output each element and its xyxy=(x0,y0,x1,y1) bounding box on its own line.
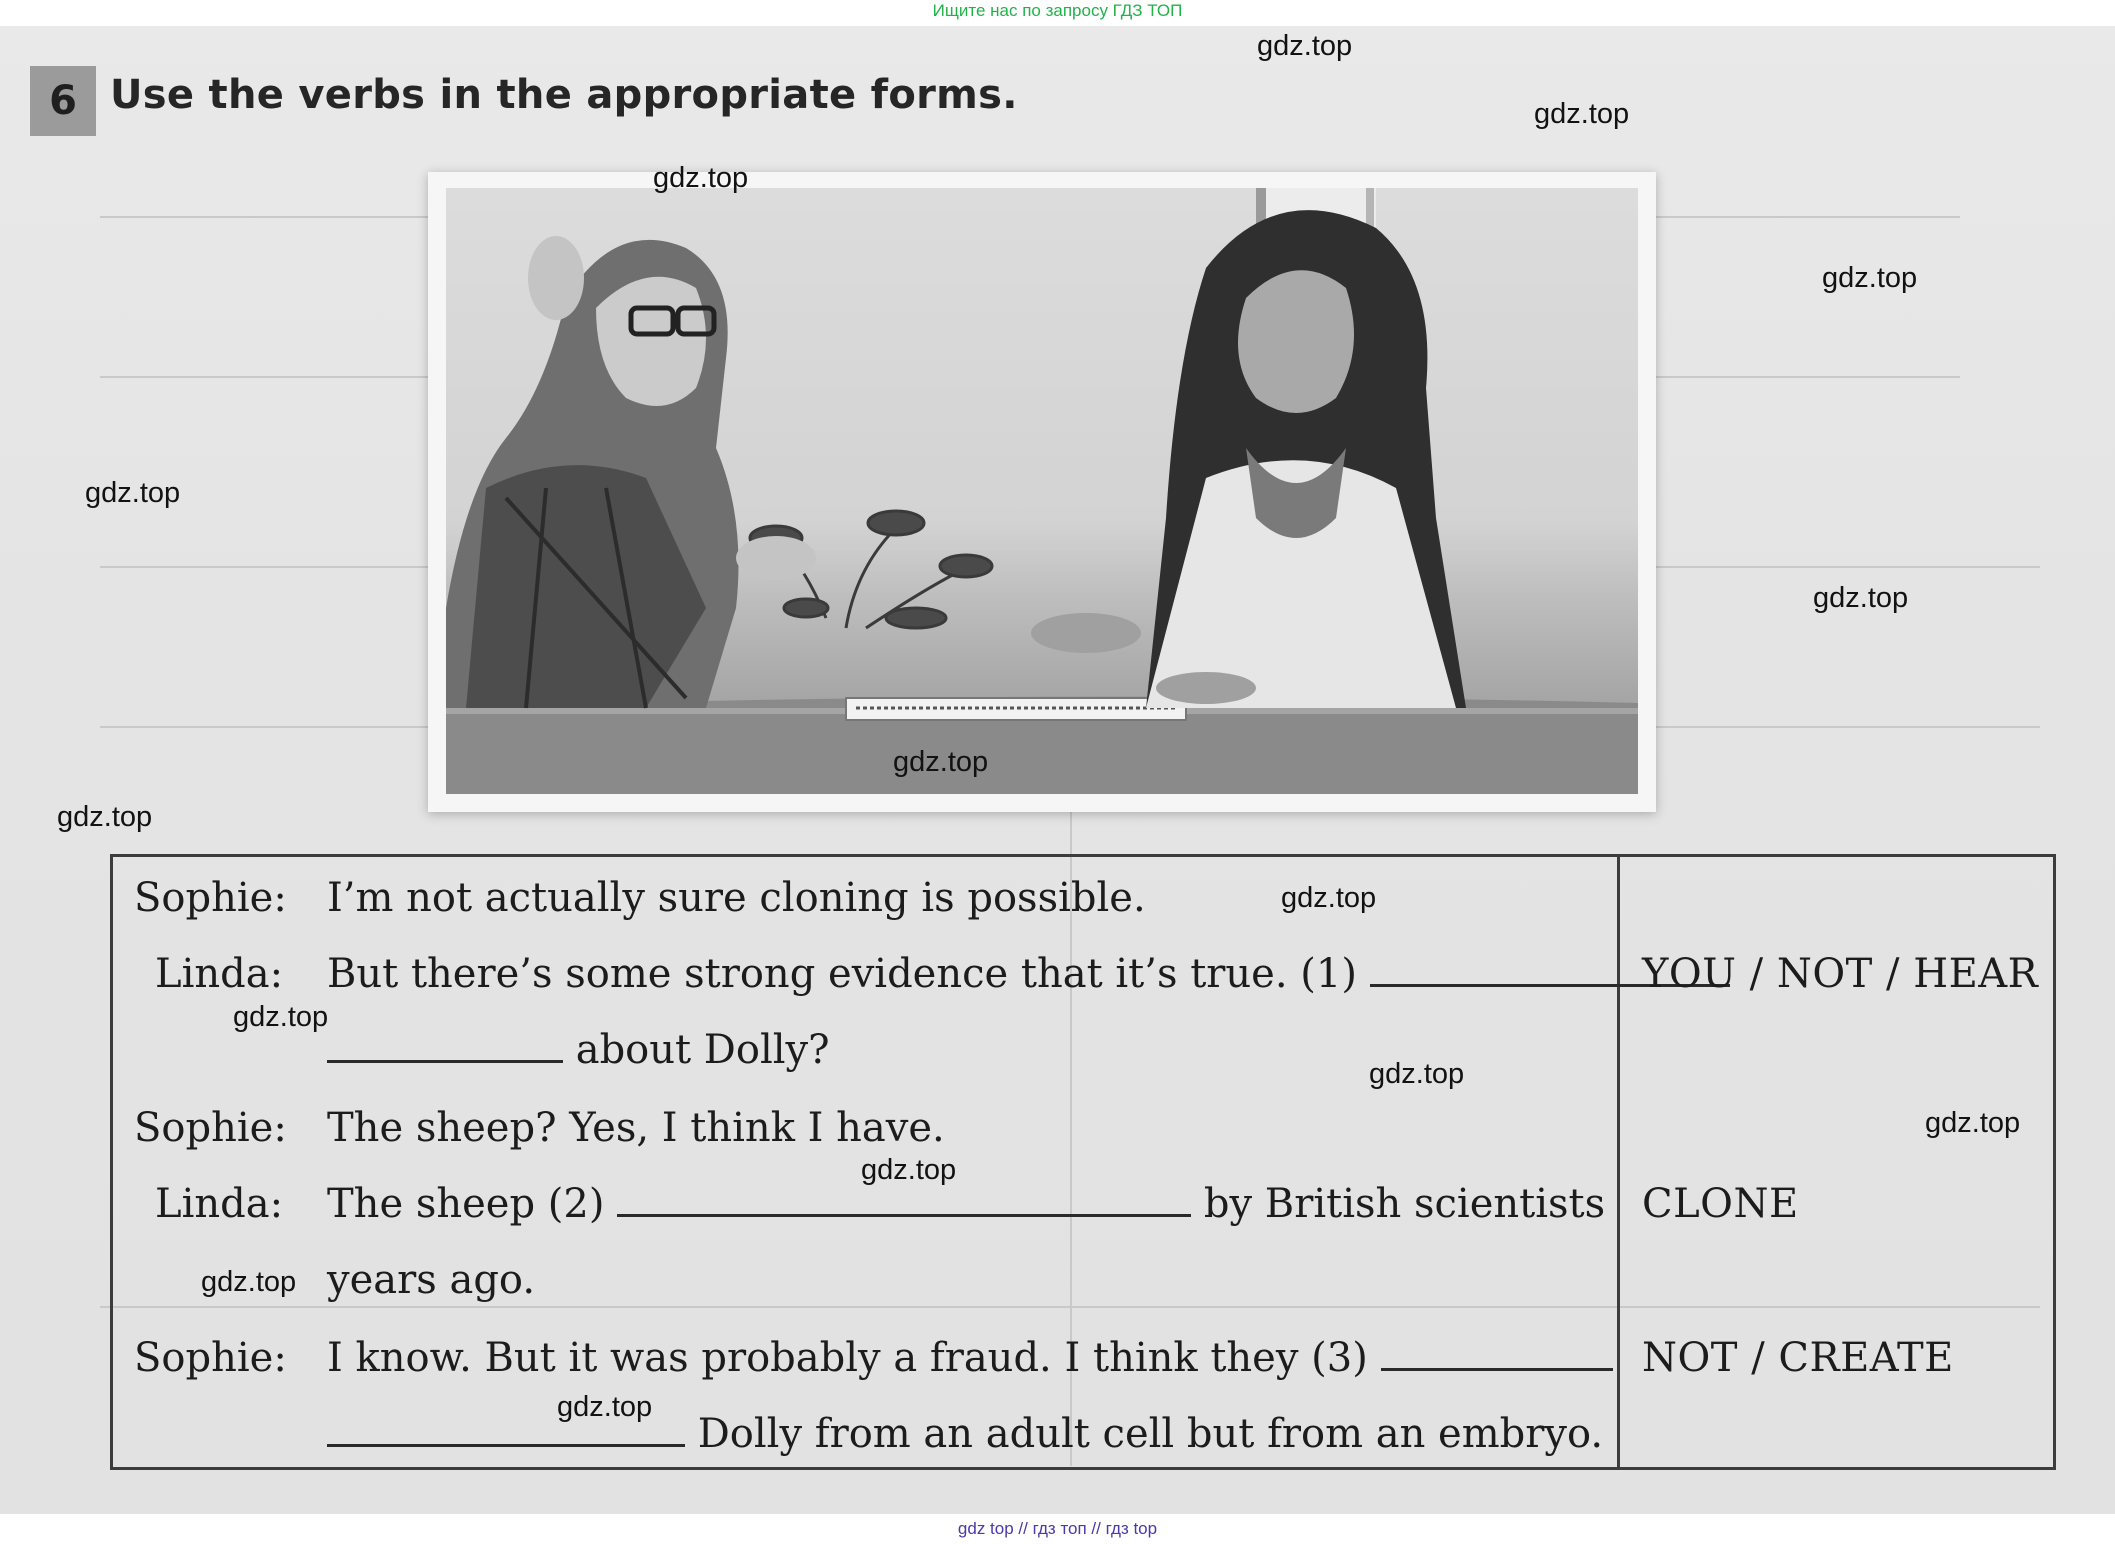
speaker-sophie: Sophie: xyxy=(134,875,287,921)
dialogue-line-4-text: The sheep (2) xyxy=(327,1181,605,1227)
watermark: gdz.top xyxy=(557,1391,653,1423)
top-banner[interactable]: Ищите нас по запросу ГДЗ ТОП xyxy=(0,0,2115,26)
watermark: gdz.top xyxy=(233,1001,329,1033)
dialogue-line-5-end: Dolly from an adult cell but from an embryo. xyxy=(697,1411,1604,1457)
cue-clone: CLONE xyxy=(1642,1181,1799,1227)
dialogue-line-2-cont xyxy=(327,1026,830,1074)
speaker-linda: Linda: xyxy=(155,1181,284,1227)
watermark: gdz.top xyxy=(1813,582,1909,614)
watermark: gdz.top xyxy=(861,1154,957,1186)
cue-not-create: NOT / CREATE xyxy=(1642,1335,1954,1381)
dialogue-line-3: The sheep? Yes, I think I have. xyxy=(327,1105,945,1151)
watermark: gdz.top xyxy=(1281,882,1377,914)
watermark: gdz.top xyxy=(1257,30,1353,62)
dialogue-line-5-text: I know. But it was probably a fraud. I think they (3) xyxy=(327,1335,1368,1381)
answer-blank-1-cont[interactable] xyxy=(327,1026,563,1063)
watermark: gdz.top xyxy=(201,1266,297,1298)
exercise-number: 6 xyxy=(30,66,96,136)
answer-blank-3[interactable] xyxy=(1381,1334,1613,1371)
exercise-title: Use the verbs in the appropriate forms. xyxy=(110,72,1018,118)
dialogue-line-1: I’m not actually sure cloning is possible. xyxy=(327,875,1146,921)
bottom-banner[interactable]: gdz top // гдз топ // гдз top xyxy=(0,1514,2115,1544)
photo-two-women-talking xyxy=(446,188,1638,794)
dialogue-line-4-cont: years ago. xyxy=(327,1257,536,1303)
speaker-linda: Linda: xyxy=(155,951,284,997)
dialogue-line-2-text: But there’s some strong evidence that it’s true. (1) xyxy=(327,951,1357,997)
watermark: gdz.top xyxy=(1925,1107,2021,1139)
watermark: gdz.top xyxy=(57,801,153,833)
watermark: gdz.top xyxy=(1534,98,1630,130)
watermark: gdz.top xyxy=(653,162,749,194)
dialogue-line-4 xyxy=(327,1180,1605,1228)
watermark: gdz.top xyxy=(85,477,181,509)
dialogue-line-2 xyxy=(327,950,1730,998)
dialogue-line-5 xyxy=(327,1334,1613,1382)
watermark: gdz.top xyxy=(893,746,989,778)
dialogue-line-4-mid: by British scientists xyxy=(1203,1181,1606,1227)
watermark: gdz.top xyxy=(1822,262,1918,294)
photo-illustration xyxy=(446,188,1638,794)
watermark: gdz.top xyxy=(1369,1058,1465,1090)
dialogue-line-5-cont xyxy=(327,1410,1603,1458)
dialogue-line-2-end: about Dolly? xyxy=(575,1027,830,1073)
table-column-divider xyxy=(1617,854,1620,1470)
cue-you-not-hear: YOU / NOT / HEAR xyxy=(1642,951,2039,997)
speaker-sophie: Sophie: xyxy=(134,1335,287,1381)
speaker-sophie: Sophie: xyxy=(134,1105,287,1151)
